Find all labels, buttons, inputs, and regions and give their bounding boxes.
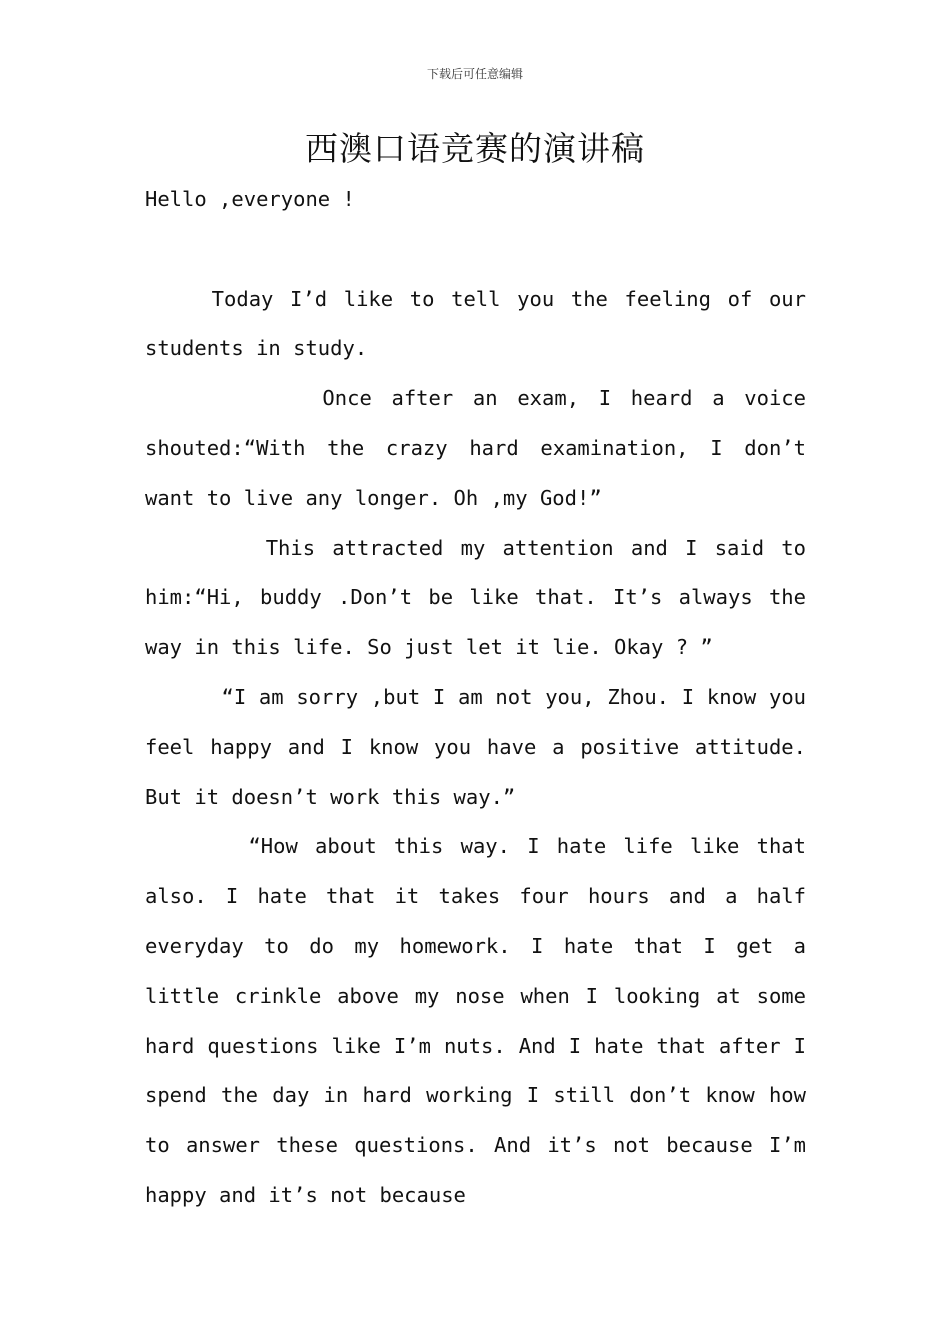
document-body <box>145 175 819 1221</box>
paragraph: “I am sorry ,but I am not you, Zhou. I know you feel happy and I know you have a positive attitude. But it doesn’t work this way.” <box>145 684 819 809</box>
paragraph: Once after an exam, I heard a voice shouted:“With the crazy hard examination, I don’t want to live any longer. Oh ,my God!” <box>145 386 819 510</box>
document-title: 西澳口语竞赛的演讲稿 <box>305 129 645 168</box>
paragraph: This attracted my attention and I said to him:“Hi, buddy .Don’t be like that. It’s always the way in this life. So just let it lie. Okay ? ” <box>145 535 819 660</box>
greeting-line: Hello ,everyone ! <box>145 187 355 211</box>
blank-line <box>145 225 806 275</box>
paragraph: “How about this way. I hate life like that also. I hate that it takes four hours and a half everyday to do my homework. I hate that I get a little crinkle above my nose when I looking at some hard questions like I’m nuts. And I hate that after I spend the day in hard working I still don’t know how to answer these questions. And it’s not because I’m happy and it’s not because <box>145 834 819 1207</box>
page-header-note: 下载后可任意编辑 <box>426 67 523 81</box>
paragraph: Today I’d like to tell you the feeling of our students in study. <box>145 286 819 361</box>
